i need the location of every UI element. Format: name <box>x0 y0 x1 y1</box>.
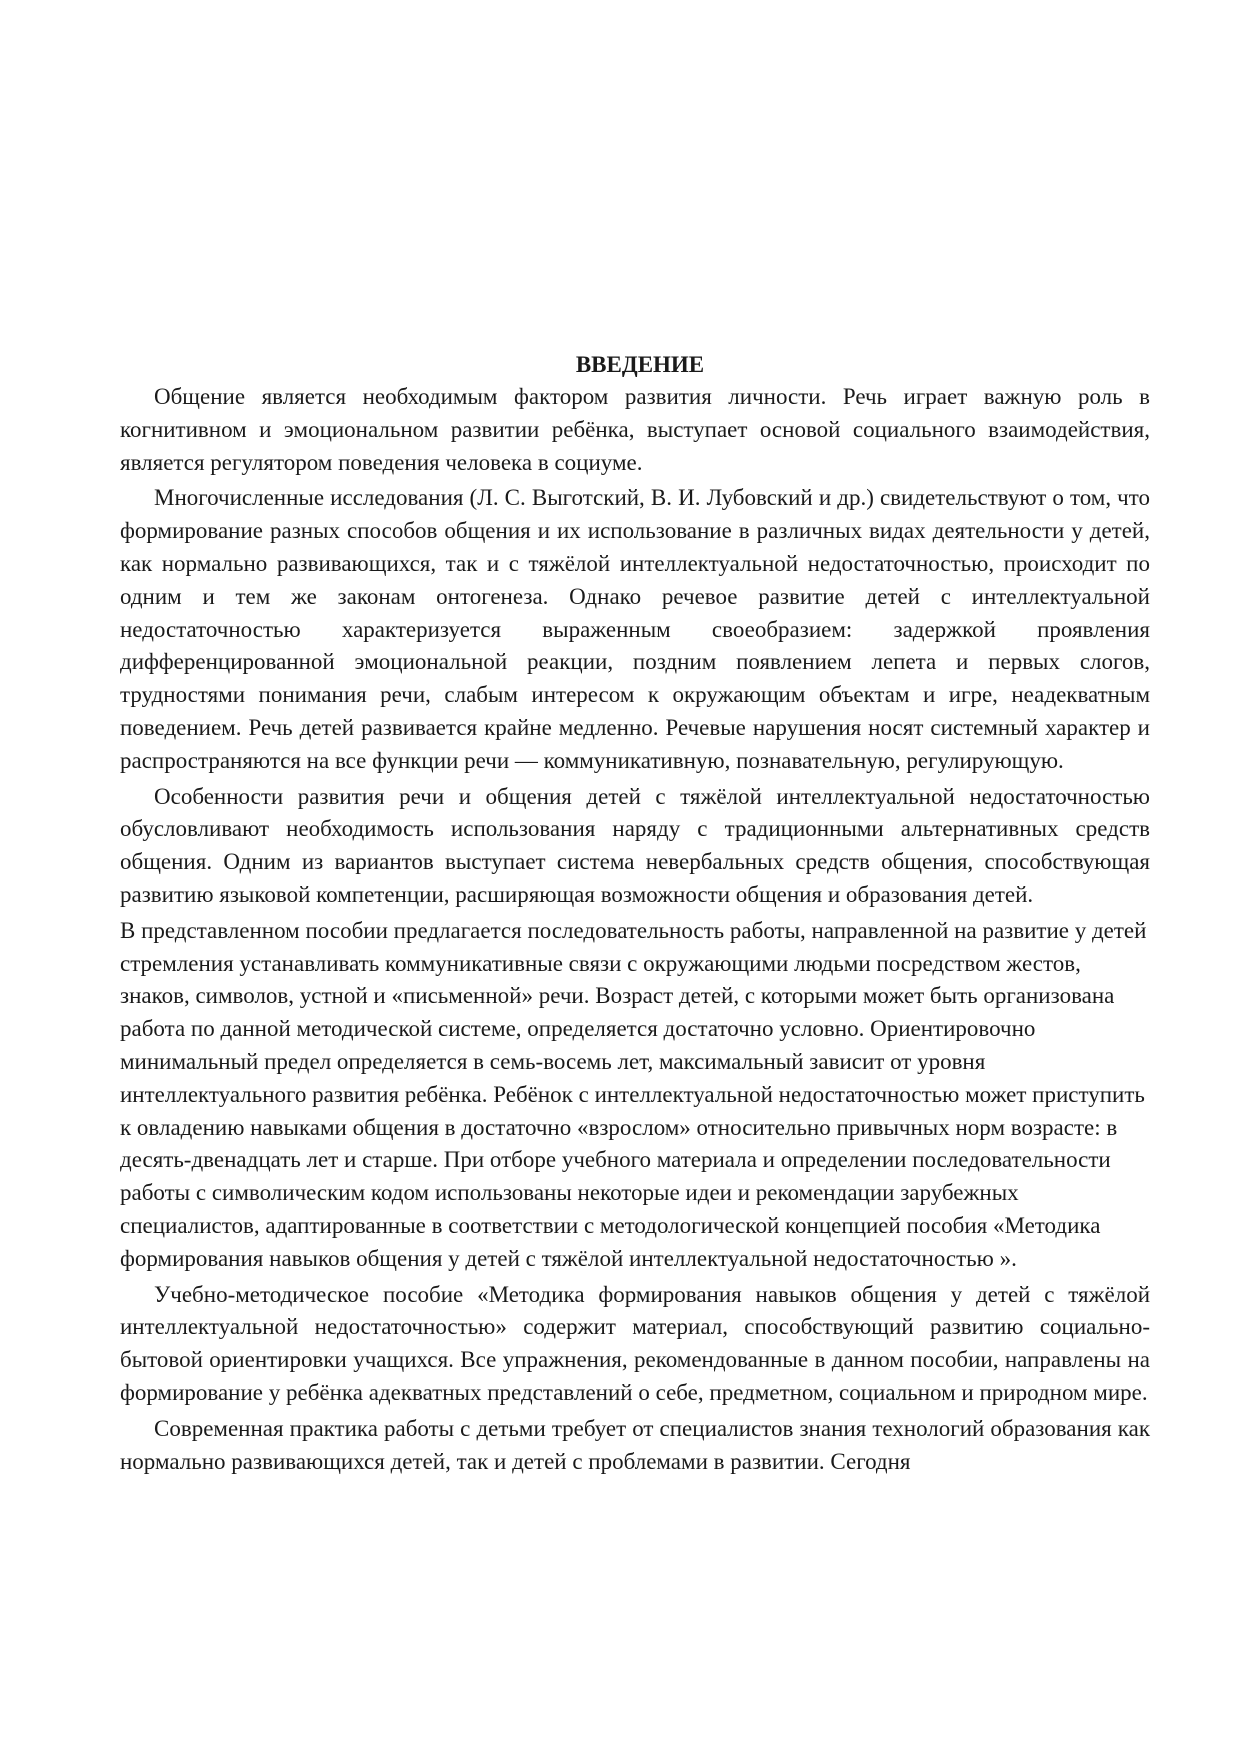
document-body <box>120 349 1150 1481</box>
paragraph-1: Общение является необходимым фактором развития личности. Речь играет важную роль в когнитивном и эмоциональном развитии ребёнка, выступает основой социального взаимодействия, является регулятором поведения человека в социуме. <box>120 384 1150 475</box>
paragraph-3: Особенности развития речи и общения детей с тяжёлой интеллектуальной недостаточностью обусловливают необходимость использования наряду с традиционными альтернативных средств общения. Одним из вариантов выступает система невербальных средств общения, способствующая развитию языковой компетенции, расширяющая возможности общения и образования детей. <box>120 783 1150 907</box>
page-title: ВВЕДЕНИЕ <box>575 352 705 377</box>
paragraph-6: Современная практика работы с детьми требует от специалистов знания технологий образования как нормально развивающихся детей, так и детей с проблемами в развитии. Сегодня <box>120 1415 1150 1474</box>
paragraph-4: В представленном пособии предлагается последовательность работы, направленной на развитие у детей стремления устанавливать коммуникативные связи с окружающими людьми посредством жестов, знаков, символов, устной и «письменной» речи. Возраст детей, с которыми может быть организована работа по данной методической системе, определяется достаточно условно. Ориентировочно минимальный предел определяется в семь-восемь лет, максимальный зависит от уровня интеллектуального развития ребёнка. Ребёнок с интеллектуальной недостаточностью может приступить к овладению навыками общения в достаточно «взрослом» относительно привычных норм возрасте: в десять-двенадцать лет и старше. При отборе учебного материала и определении последовательности работы с символическим кодом использованы некоторые идеи и рекомендации зарубежных специалистов, адаптированные в соответствии с методологической концепцией пособия «Методика формирования навыков общения у детей с тяжёлой интеллектуальной недостаточностью ». <box>120 917 1147 1271</box>
paragraph-5: Учебно-методическое пособие «Методика формирования навыков общения у детей с тяжёлой интеллектуальной недостаточностью» содержит материал, способствующий развитию социально-бытовой ориентировки учащихся. Все упражнения, рекомендованные в данном пособии, направлены на формирование у ребёнка адекватных представлений о себе, предметном, социальном и природном мире. <box>120 1281 1150 1405</box>
paragraph-2: Многочисленные исследования (Л. С. Выготский, В. И. Лубовский и др.) свидетельствуют о том, что формирование разных способов общения и их использование в различных видах деятельности у детей, как нормально развивающихся, так и с тяжёлой интеллектуальной недостаточностью, происходит по одним и тем же законам онтогенеза. Однако речевое развитие детей с интеллектуальной недостаточностью характеризуется выраженным своеобразием: задержкой проявления дифференцированной эмоциональной реакции, поздним появлением лепета и первых слогов, трудностями понимания речи, слабым интересом к окружающим объектам и игре, неадекватным поведением. Речь детей развивается крайне медленно. Речевые нарушения носят системный характер и распространяются на все функции речи — коммуникативную, познавательную, регулирующую. <box>120 485 1150 773</box>
